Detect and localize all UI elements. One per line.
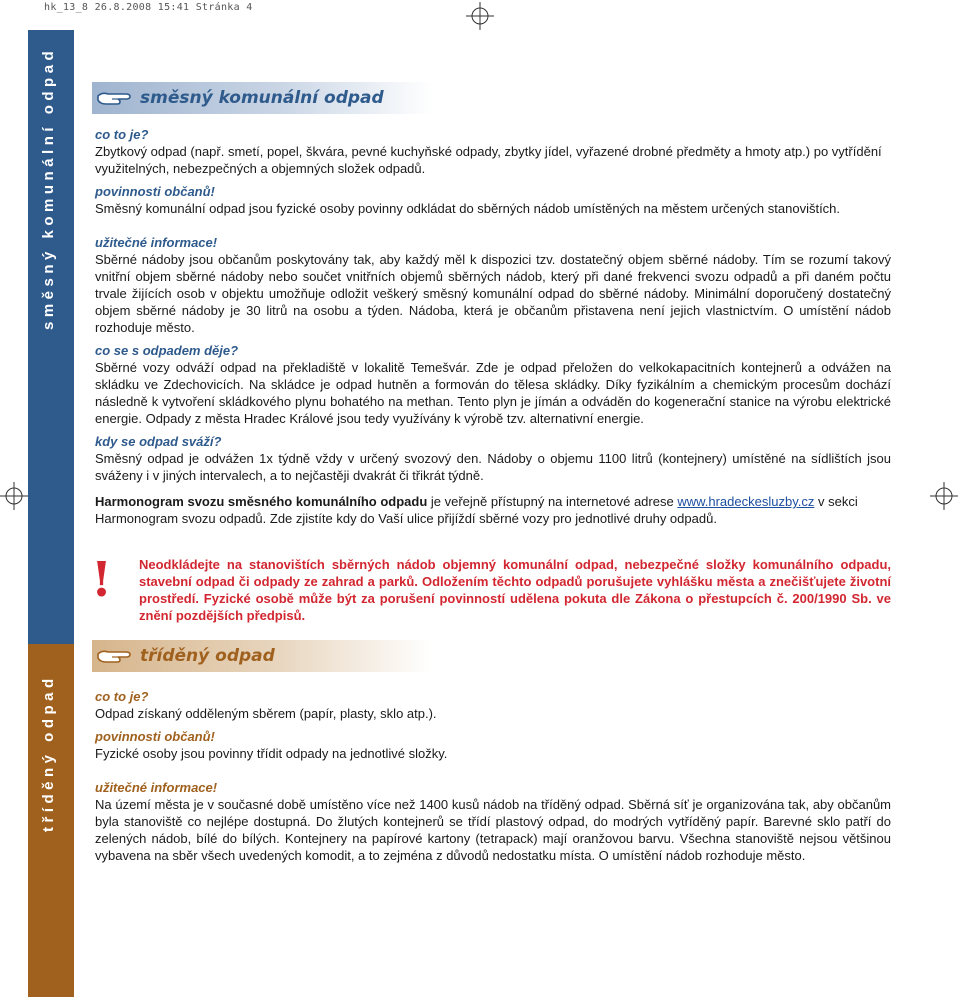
print-header: hk_13_8 26.8.2008 15:41 Stránka 4 bbox=[44, 2, 253, 13]
section-mixed-waste-body bbox=[95, 126, 891, 527]
answer-citizen-duties: Směsný komunální odpad jsou fyzické osoby povinny odkládat do sběrných nádob umístěných na městem určených stanovištích. bbox=[95, 201, 841, 216]
question-what-is-it: co to je? bbox=[95, 689, 149, 704]
registration-mark-top bbox=[466, 2, 494, 30]
question-citizen-duties: povinnosti občanů! bbox=[95, 184, 215, 199]
pointing-hand-icon bbox=[96, 646, 134, 666]
harmonogram-title: Harmonogram svozu směsného komunálního odpadu bbox=[95, 494, 428, 509]
answer-what-is-it: Zbytkový odpad (např. smetí, popel, škvára, pevné kuchyňské odpady, zbytky jídel, vyřazené drobné předměty a hmoty atp.) po vytřídění využitelných, nebezpečných a objemných složek odpadů. bbox=[95, 144, 882, 176]
section-title-mixed-waste: směsný komunální odpad bbox=[140, 88, 384, 108]
warning-exclamation-icon: ! bbox=[91, 552, 113, 608]
answer-useful-info: Sběrné nádoby jsou občanům poskytovány tak, aby každý měl k dispozici tzv. dostatečný objem sběrné nádoby. Tím se rozumí takový vnitřní objem sběrné nádoby nebo součet vnitřních objemů sběrných nádob, který při dané frekvenci svozu odpadů a při daném počtu trvale žijících osob v objektu umožňuje odložit veškerý směsný komunální odpad do sběrné nádoby. Minimální doporučený dostatečný objem sběrné nádoby je 30 litrů na osobu a týden. Nádoba, která je občanům přistavena není jejich vlastnictvím. O umístění nádob rozhoduje město. bbox=[95, 252, 891, 335]
section-sorted-waste-body bbox=[95, 688, 891, 864]
registration-mark-right bbox=[930, 482, 958, 510]
answer-citizen-duties: Fyzické osoby jsou povinny třídit odpady na jednotlivé složky. bbox=[95, 746, 448, 761]
answer-collection-time: Směsný odpad je odvážen 1x týdně vždy v určený svozový den. Nádoby o objemu 1100 litrů (kontejnery) umístěné na sídlištích jsou sváženy i v jiných intervalech, a to nejčastěji dvakrát či třikrát týdně. bbox=[95, 451, 891, 483]
hradeckesluzby-link[interactable]: www.hradeckesluzby.cz bbox=[677, 494, 815, 509]
question-what-is-it: co to je? bbox=[95, 127, 149, 142]
harmonogram-text-2: v sekci Harmonogram svozu odpadů. Zde zjistíte kdy do Vaší ulice přijíždí sběrné vozy pro jednotlivé druhy odpadů. bbox=[95, 494, 858, 526]
registration-mark-left bbox=[0, 482, 28, 510]
answer-useful-info: Na území města je v současné době umístěno více než 1400 kusů nádob na tříděný odpad. Sběrná síť je organizována tak, aby občanům byla stanoviště co nejlépe dostupná. Do žlutých kontejnerů se třídí plastový odpad, do modrých vytříděný papír. Barevné sklo patří do zelených nádob, bílé do bílých. Kontejnery na papírové kartony (tetrapack) mají oranžovou barvu. Všechna stanoviště nejsou většinou vybavena na sběr všech uvedených komodit, a to zejména z důvodů nedostatku místa. O umístění nádob rozhoduje město. bbox=[95, 797, 891, 863]
answer-what-is-it: Odpad získaný odděleným sběrem (papír, plasty, sklo atp.). bbox=[95, 706, 437, 721]
question-useful-info: užitečné informace! bbox=[95, 235, 218, 250]
answer-what-happens: Sběrné vozy odváží odpad na překladiště v lokalitě Temešvár. Zde je odpad přeložen do velkokapacitních kontejnerů a odvážen na skládku ve Zdechovicích. Na skládce je odpad hutněn a formován do tělesa skládky. Díky fyzikálním a chemickým procesům dochází následně k vytvoření skládkového plynu bohatého na methan. Tento plyn je jímán a odváděn do kogenerační stanice na výrobu elektrické energie. Odpady z města Hradec Králové jsou tedy využívány k výrobě tzv. alternativní energie. bbox=[95, 360, 891, 426]
sidebar-label-mixed-waste: směsný komunální odpad bbox=[40, 46, 57, 330]
sidebar-label-sorted-waste: tříděný odpad bbox=[40, 674, 57, 832]
question-collection-time: kdy se odpad sváží? bbox=[95, 434, 222, 449]
pointing-hand-icon bbox=[96, 88, 134, 108]
section-banner-mixed-waste bbox=[92, 82, 432, 114]
harmonogram-paragraph bbox=[95, 493, 891, 527]
section-title-sorted-waste: tříděný odpad bbox=[140, 646, 275, 666]
section-banner-sorted-waste bbox=[92, 640, 432, 672]
question-useful-info: užitečné informace! bbox=[95, 780, 218, 795]
question-citizen-duties: povinnosti občanů! bbox=[95, 729, 215, 744]
warning-text: Neodkládejte na stanovištích sběrných nádob objemný komunální odpad, nebezpečné složky komunálního odpadu, stavební odpad či odpady ze zahrad a parků. Odložením těchto odpadů porušujete vyhlášku města a znečišťujete životní prostředí. Fyzické osobě může být za porušení povinností udělena pokuta dle Zákona o přestupcích č. 200/1990 Sb. ve znění pozdějších předpisů. bbox=[139, 557, 891, 623]
question-what-happens: co se s odpadem děje? bbox=[95, 343, 239, 358]
harmonogram-text: je veřejně přístupný na internetové adrese bbox=[427, 494, 678, 509]
